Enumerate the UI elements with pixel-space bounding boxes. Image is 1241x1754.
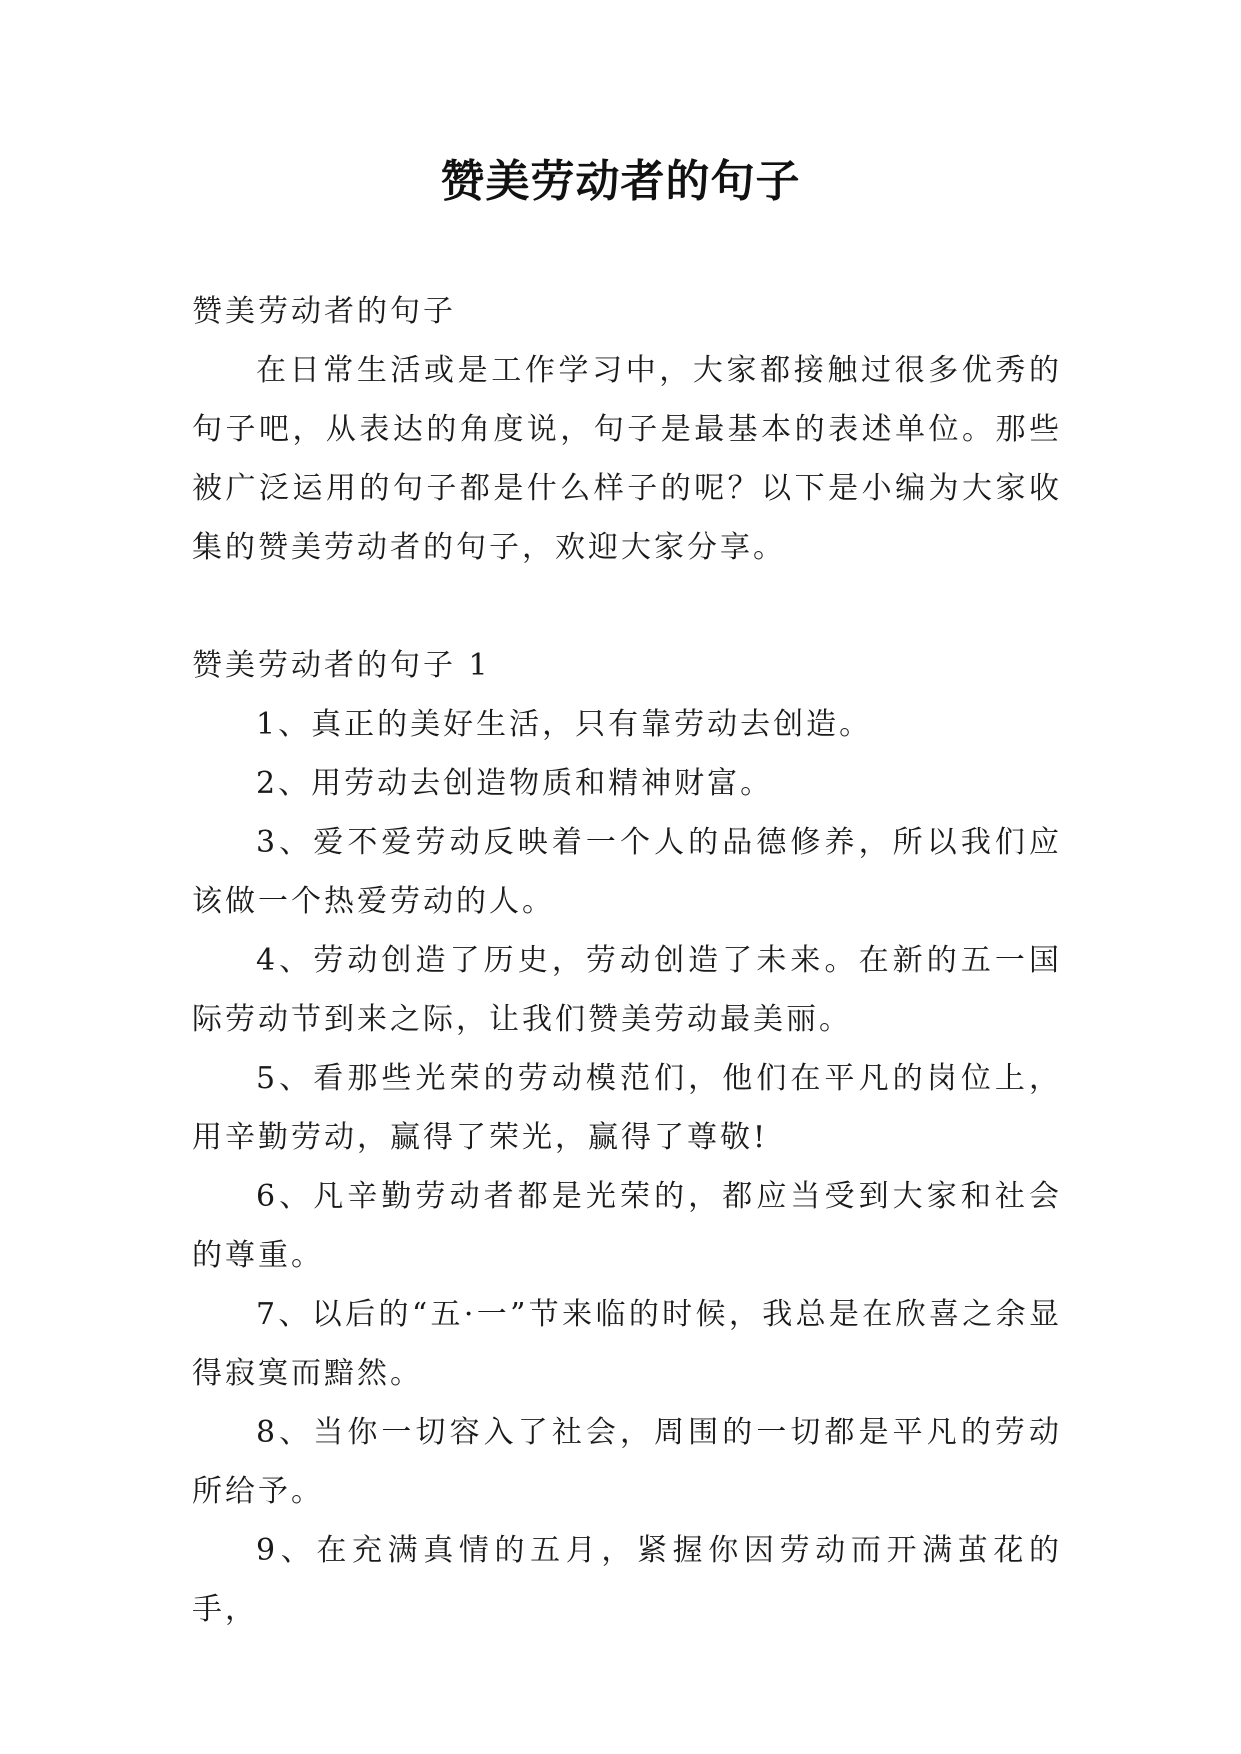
list-item: 7、以后的“五·一”节来临的时候，我总是在欣喜之余显得寂寞而黯然。 <box>192 1297 1062 1391</box>
subtitle-line: 赞美劳动者的句子 <box>192 294 456 329</box>
document-body <box>192 282 1062 1639</box>
section-heading: 赞美劳动者的句子 1 <box>192 648 491 683</box>
list-item: 9、在充满真情的五月，紧握你因劳动而开满茧花的手， <box>192 1533 1062 1627</box>
list-item: 4、劳动创造了历史，劳动创造了未来。在新的五一国际劳动节到来之际，让我们赞美劳动最美丽。 <box>192 943 1062 1037</box>
list-item: 5、看那些光荣的劳动模范们，他们在平凡的岗位上，用辛勤劳动，赢得了荣光，赢得了尊敬! <box>192 1061 1062 1155</box>
paragraph-spacer <box>192 577 1062 636</box>
list-item: 2、用劳动去创造物质和精神财富。 <box>256 766 774 801</box>
intro-paragraph: 在日常生活或是工作学习中，大家都接触过很多优秀的句子吧，从表达的角度说，句子是最基本的表述单位。那些被广泛运用的句子都是什么样子的呢？以下是小编为大家收集的赞美劳动者的句子，欢迎大家分享。 <box>192 353 1062 565</box>
list-item: 8、当你一切容入了社会，周围的一切都是平凡的劳动所给予。 <box>192 1415 1062 1509</box>
list-item: 3、爱不爱劳动反映着一个人的品德修养，所以我们应该做一个热爱劳动的人。 <box>192 825 1062 919</box>
list-item: 1、真正的美好生活，只有靠劳动去创造。 <box>256 707 873 742</box>
document-title: 赞美劳动者的句子 <box>440 156 801 207</box>
list-item: 6、凡辛勤劳动者都是光荣的，都应当受到大家和社会的尊重。 <box>192 1179 1062 1273</box>
